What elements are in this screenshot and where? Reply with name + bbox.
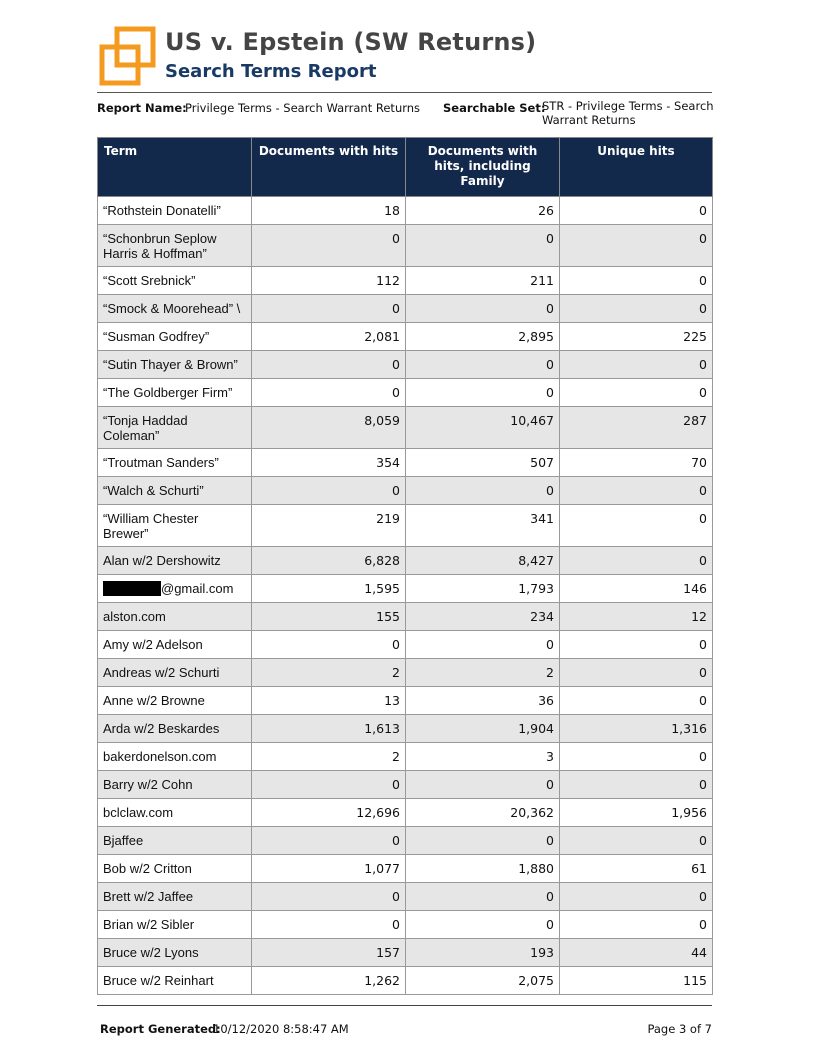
documents-with-hits-cell: 13 <box>252 687 406 715</box>
documents-including-family-cell: 211 <box>406 267 560 295</box>
table-row <box>98 575 713 603</box>
term-cell: Alan w/2 Dershowitz <box>98 547 252 575</box>
unique-hits-cell: 0 <box>560 197 713 225</box>
term-cell: Arda w/2 Beskardes <box>98 715 252 743</box>
term-cell: bclclaw.com <box>98 799 252 827</box>
unique-hits-cell: 0 <box>560 547 713 575</box>
documents-with-hits-cell: 157 <box>252 939 406 967</box>
documents-with-hits-cell: 0 <box>252 477 406 505</box>
report-generated-value: 10/12/2020 8:58:47 AM <box>213 1022 349 1036</box>
unique-hits-cell: 12 <box>560 603 713 631</box>
term-cell: Anne w/2 Browne <box>98 687 252 715</box>
documents-including-family-cell: 0 <box>406 477 560 505</box>
documents-including-family-cell: 8,427 <box>406 547 560 575</box>
table-row <box>98 351 713 379</box>
term-cell: “Rothstein Donatelli” <box>98 197 252 225</box>
table-row <box>98 505 713 547</box>
table-row <box>98 407 713 449</box>
documents-including-family-cell: 0 <box>406 225 560 267</box>
documents-including-family-cell: 1,793 <box>406 575 560 603</box>
unique-hits-cell: 0 <box>560 911 713 939</box>
unique-hits-cell: 0 <box>560 659 713 687</box>
documents-including-family-cell: 26 <box>406 197 560 225</box>
documents-with-hits-cell: 0 <box>252 631 406 659</box>
term-cell: “Walch & Schurti” <box>98 477 252 505</box>
documents-including-family-cell: 1,880 <box>406 855 560 883</box>
table-row <box>98 225 713 267</box>
term-cell: “The Goldberger Firm” <box>98 379 252 407</box>
column-header-documents-including-family: Documents with hits, including Family <box>406 138 560 197</box>
search-terms-table <box>97 137 713 995</box>
documents-with-hits-cell: 2 <box>252 743 406 771</box>
unique-hits-cell: 0 <box>560 771 713 799</box>
unique-hits-cell: 1,316 <box>560 715 713 743</box>
documents-including-family-cell: 10,467 <box>406 407 560 449</box>
documents-with-hits-cell: 1,595 <box>252 575 406 603</box>
searchable-set-value: STR - Privilege Terms - Search Warrant Returns <box>542 99 714 127</box>
table-row <box>98 911 713 939</box>
searchable-set-label: Searchable Set: <box>443 101 546 115</box>
report-title: US v. Epstein (SW Returns) <box>165 28 537 56</box>
table-row <box>98 659 713 687</box>
unique-hits-cell: 0 <box>560 827 713 855</box>
documents-with-hits-cell: 8,059 <box>252 407 406 449</box>
documents-including-family-cell: 507 <box>406 449 560 477</box>
documents-with-hits-cell: 0 <box>252 295 406 323</box>
unique-hits-cell: 61 <box>560 855 713 883</box>
documents-with-hits-cell: 2 <box>252 659 406 687</box>
report-generated-label: Report Generated: <box>100 1022 221 1036</box>
term-cell: “Smock & Moorehead” \ <box>98 295 252 323</box>
documents-with-hits-cell: 1,613 <box>252 715 406 743</box>
unique-hits-cell: 44 <box>560 939 713 967</box>
column-header-unique-hits: Unique hits <box>560 138 713 197</box>
table-row <box>98 743 713 771</box>
table-row <box>98 631 713 659</box>
documents-including-family-cell: 2,895 <box>406 323 560 351</box>
report-name-label: Report Name: <box>97 101 187 115</box>
term-cell: Barry w/2 Cohn <box>98 771 252 799</box>
documents-including-family-cell: 0 <box>406 827 560 855</box>
term-cell: “Schonbrun Seplow Harris & Hoffman” <box>98 225 252 267</box>
documents-with-hits-cell: 1,077 <box>252 855 406 883</box>
table-row <box>98 883 713 911</box>
term-cell: “Scott Srebnick” <box>98 267 252 295</box>
unique-hits-cell: 0 <box>560 743 713 771</box>
unique-hits-cell: 0 <box>560 379 713 407</box>
unique-hits-cell: 287 <box>560 407 713 449</box>
documents-with-hits-cell: 0 <box>252 225 406 267</box>
table-row <box>98 295 713 323</box>
documents-with-hits-cell: 0 <box>252 351 406 379</box>
table-row <box>98 477 713 505</box>
table-row <box>98 267 713 295</box>
unique-hits-cell: 115 <box>560 967 713 995</box>
term-cell: “Sutin Thayer & Brown” <box>98 351 252 379</box>
unique-hits-cell: 0 <box>560 295 713 323</box>
documents-including-family-cell: 0 <box>406 911 560 939</box>
unique-hits-cell: 0 <box>560 351 713 379</box>
table-row <box>98 855 713 883</box>
documents-with-hits-cell: 0 <box>252 911 406 939</box>
documents-including-family-cell: 0 <box>406 379 560 407</box>
term-cell: Bob w/2 Critton <box>98 855 252 883</box>
header-divider <box>97 92 712 93</box>
redaction-box <box>103 581 161 596</box>
documents-including-family-cell: 36 <box>406 687 560 715</box>
documents-with-hits-cell: 0 <box>252 379 406 407</box>
term-cell: Amy w/2 Adelson <box>98 631 252 659</box>
column-header-documents-with-hits: Documents with hits <box>252 138 406 197</box>
unique-hits-cell: 0 <box>560 631 713 659</box>
table-row <box>98 547 713 575</box>
table-row <box>98 771 713 799</box>
documents-including-family-cell: 1,904 <box>406 715 560 743</box>
unique-hits-cell: 0 <box>560 477 713 505</box>
documents-including-family-cell: 193 <box>406 939 560 967</box>
unique-hits-cell: 0 <box>560 687 713 715</box>
documents-including-family-cell: 234 <box>406 603 560 631</box>
term-cell: “Tonja Haddad Coleman” <box>98 407 252 449</box>
term-text: @gmail.com <box>161 581 234 596</box>
term-cell: Andreas w/2 Schurti <box>98 659 252 687</box>
term-cell: Bruce w/2 Reinhart <box>98 967 252 995</box>
company-logo <box>97 26 159 88</box>
documents-including-family-cell: 0 <box>406 351 560 379</box>
table-row <box>98 603 713 631</box>
unique-hits-cell: 225 <box>560 323 713 351</box>
table-row <box>98 827 713 855</box>
documents-with-hits-cell: 0 <box>252 827 406 855</box>
table-row <box>98 449 713 477</box>
documents-with-hits-cell: 12,696 <box>252 799 406 827</box>
report-subtitle: Search Terms Report <box>165 61 377 82</box>
documents-including-family-cell: 2,075 <box>406 967 560 995</box>
documents-including-family-cell: 341 <box>406 505 560 547</box>
documents-with-hits-cell: 354 <box>252 449 406 477</box>
unique-hits-cell: 0 <box>560 225 713 267</box>
page-number: Page 3 of 7 <box>647 1022 712 1036</box>
unique-hits-cell: 0 <box>560 267 713 295</box>
documents-with-hits-cell: 2,081 <box>252 323 406 351</box>
term-cell <box>98 575 252 603</box>
term-cell: alston.com <box>98 603 252 631</box>
documents-with-hits-cell: 112 <box>252 267 406 295</box>
term-cell: bakerdonelson.com <box>98 743 252 771</box>
table-row <box>98 197 713 225</box>
unique-hits-cell: 0 <box>560 505 713 547</box>
term-cell: Bruce w/2 Lyons <box>98 939 252 967</box>
report-name-value: Privilege Terms - Search Warrant Returns <box>185 101 421 115</box>
term-cell: “Susman Godfrey” <box>98 323 252 351</box>
term-cell: Bjaffee <box>98 827 252 855</box>
footer-divider <box>97 1005 712 1006</box>
documents-with-hits-cell: 0 <box>252 883 406 911</box>
documents-with-hits-cell: 155 <box>252 603 406 631</box>
term-cell: Brian w/2 Sibler <box>98 911 252 939</box>
column-header-term: Term <box>98 138 252 197</box>
documents-with-hits-cell: 18 <box>252 197 406 225</box>
table-row <box>98 799 713 827</box>
table-row <box>98 687 713 715</box>
term-cell: “William Chester Brewer” <box>98 505 252 547</box>
table-row <box>98 379 713 407</box>
documents-including-family-cell: 0 <box>406 631 560 659</box>
documents-with-hits-cell: 1,262 <box>252 967 406 995</box>
table-row <box>98 967 713 995</box>
documents-including-family-cell: 0 <box>406 295 560 323</box>
documents-including-family-cell: 0 <box>406 883 560 911</box>
documents-including-family-cell: 3 <box>406 743 560 771</box>
unique-hits-cell: 70 <box>560 449 713 477</box>
documents-including-family-cell: 2 <box>406 659 560 687</box>
unique-hits-cell: 0 <box>560 883 713 911</box>
table-row <box>98 715 713 743</box>
term-cell: “Troutman Sanders” <box>98 449 252 477</box>
table-header-row <box>98 138 713 197</box>
unique-hits-cell: 1,956 <box>560 799 713 827</box>
documents-with-hits-cell: 0 <box>252 771 406 799</box>
documents-including-family-cell: 0 <box>406 771 560 799</box>
table-row <box>98 939 713 967</box>
term-cell: Brett w/2 Jaffee <box>98 883 252 911</box>
documents-with-hits-cell: 6,828 <box>252 547 406 575</box>
table-row <box>98 323 713 351</box>
unique-hits-cell: 146 <box>560 575 713 603</box>
documents-including-family-cell: 20,362 <box>406 799 560 827</box>
documents-with-hits-cell: 219 <box>252 505 406 547</box>
